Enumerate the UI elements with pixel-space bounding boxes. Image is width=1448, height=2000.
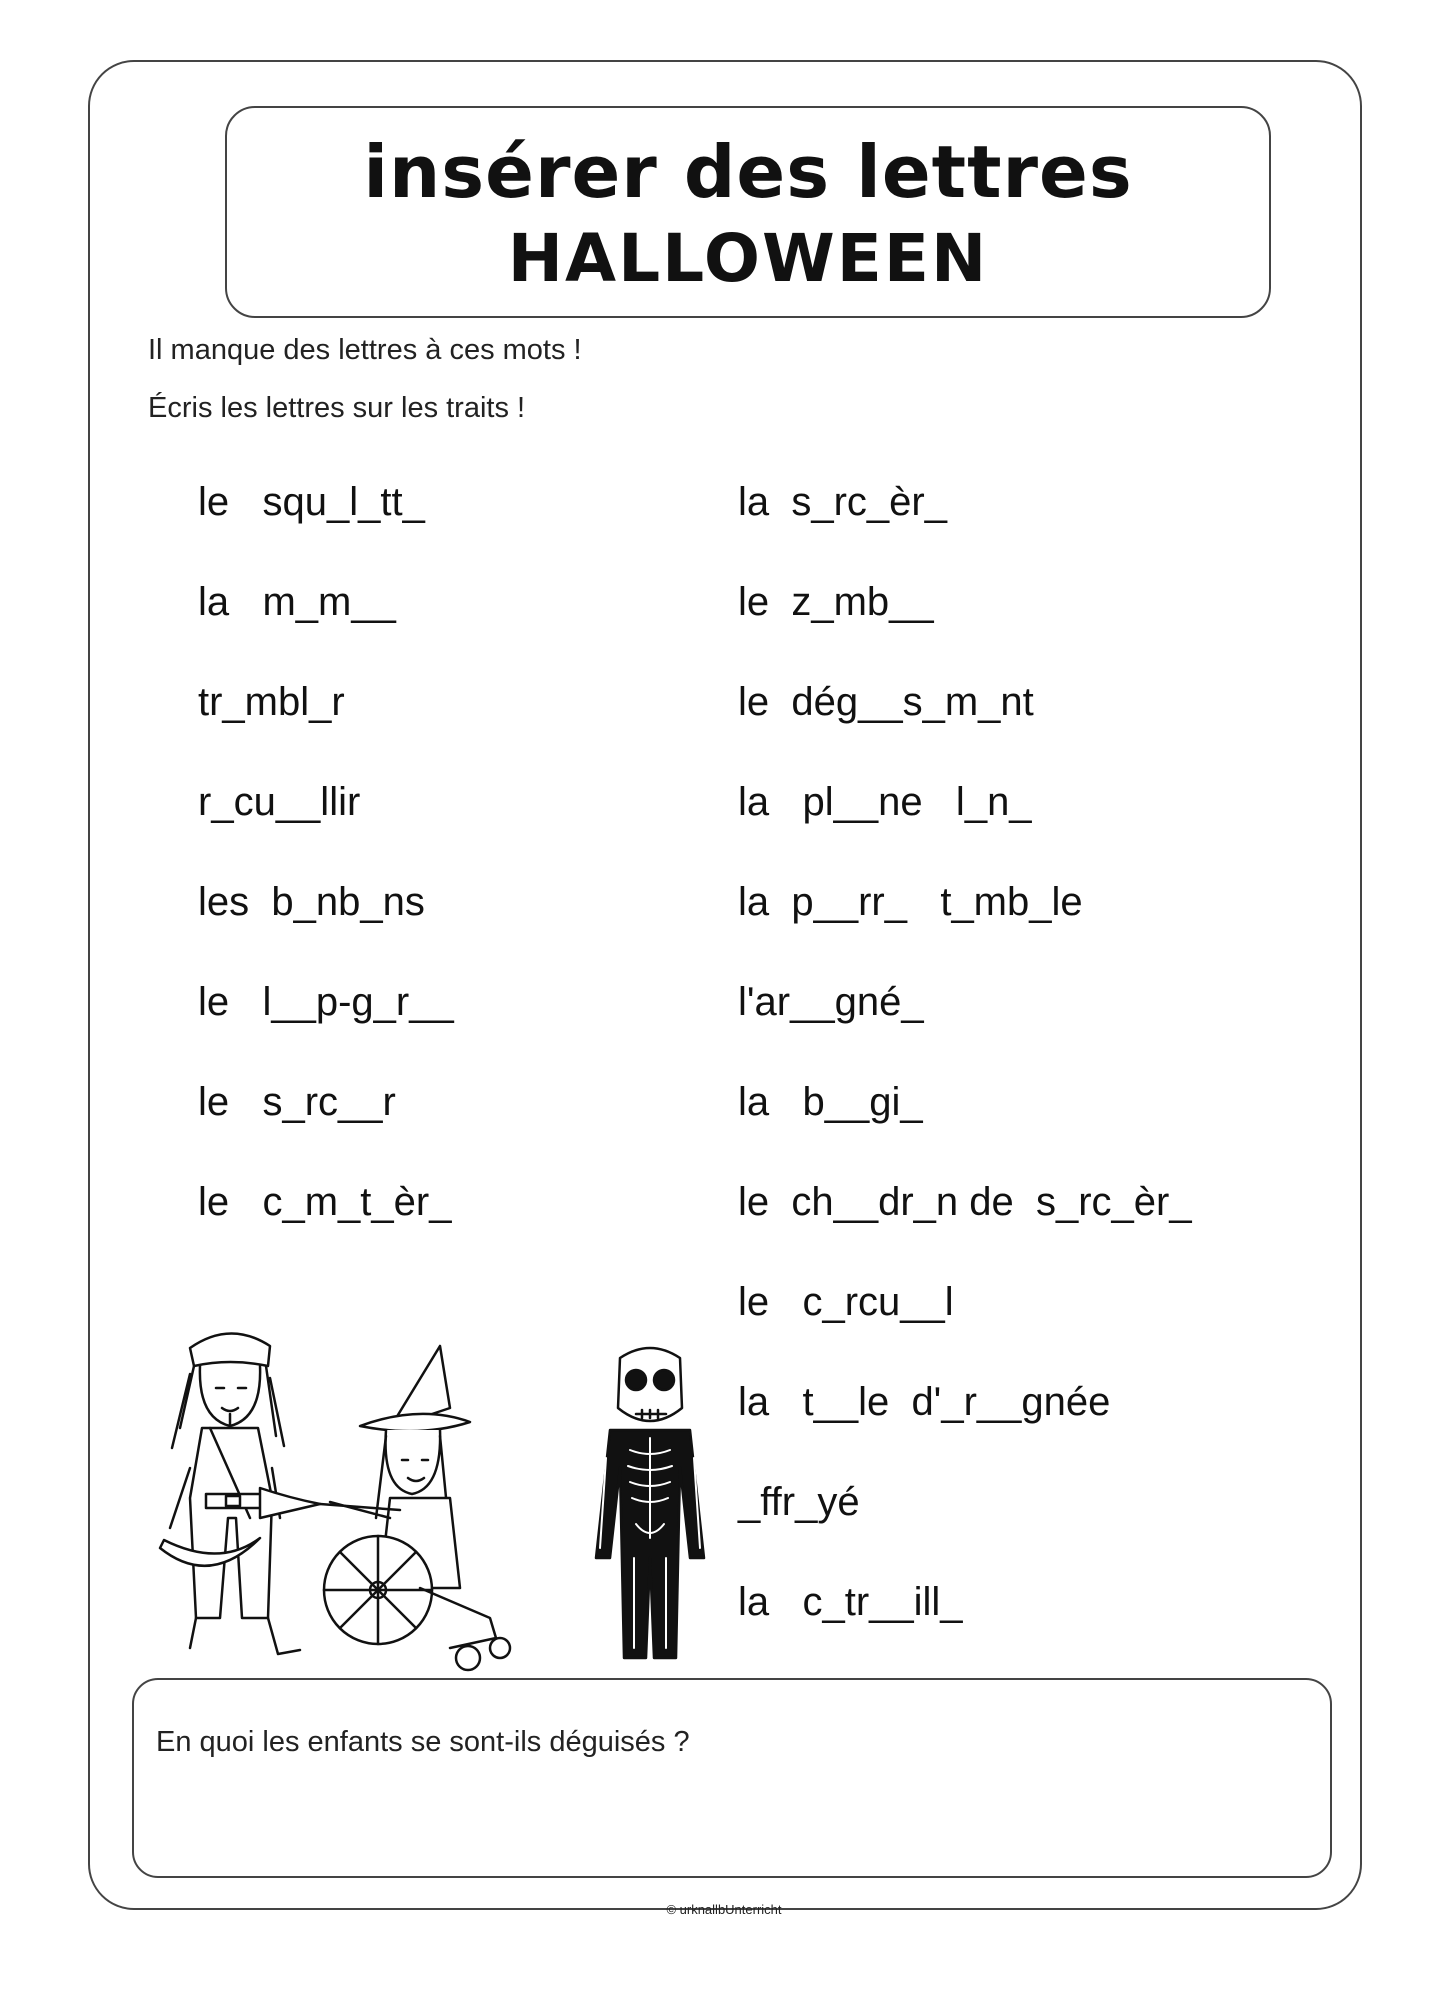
skeleton-figure	[596, 1348, 704, 1658]
copyright-footer: © urknallbUnterricht	[666, 1902, 782, 1917]
word-right-8: le ch__dr_n de s_rc_èr_	[738, 1180, 1192, 1224]
answer-box	[132, 1678, 1332, 1878]
word-right-1: la s_rc_èr_	[738, 480, 947, 524]
question-text: En quoi les enfants se sont-ils déguisés ?	[156, 1726, 690, 1758]
word-right-10: la t__le d'_r__gnée	[738, 1380, 1111, 1424]
word-right-12: la c_tr__ill_	[738, 1580, 963, 1624]
word-right-4: la pl__ne l_n_	[738, 780, 1032, 824]
word-left-4: r_cu__llir	[198, 780, 361, 824]
word-left-6: le l__p-g_r__	[198, 980, 454, 1024]
word-left-7: le s_rc__r	[198, 1080, 396, 1124]
word-left-2: la m_m__	[198, 580, 396, 624]
word-left-8: le c_m_t_èr_	[198, 1180, 452, 1224]
word-right-11: _ffr_yé	[738, 1480, 860, 1524]
instruction-line-2: Écris les lettres sur les traits !	[148, 392, 526, 424]
page-title: insérer des lettres	[363, 130, 1133, 214]
page-subtitle: HALLOWEEN	[507, 220, 989, 297]
costumed-children-illustration	[150, 1318, 750, 1678]
word-left-3: tr_mbl_r	[198, 680, 345, 724]
word-left-1: le squ_l_tt_	[198, 480, 425, 524]
word-right-7: la b__gi_	[738, 1080, 923, 1124]
word-right-6: l'ar__gné_	[738, 980, 924, 1024]
word-right-3: le dég__s_m_nt	[738, 680, 1034, 724]
word-left-5: les b_nb_ns	[198, 880, 425, 924]
witch-in-wheelchair-figure	[260, 1346, 510, 1670]
word-right-2: le z_mb__	[738, 580, 934, 624]
word-right-5: la p__rr_ t_mb_le	[738, 880, 1083, 924]
word-right-9: le c_rcu__l	[738, 1280, 954, 1324]
instruction-line-1: Il manque des lettres à ces mots !	[148, 334, 582, 366]
title-box	[225, 106, 1271, 318]
